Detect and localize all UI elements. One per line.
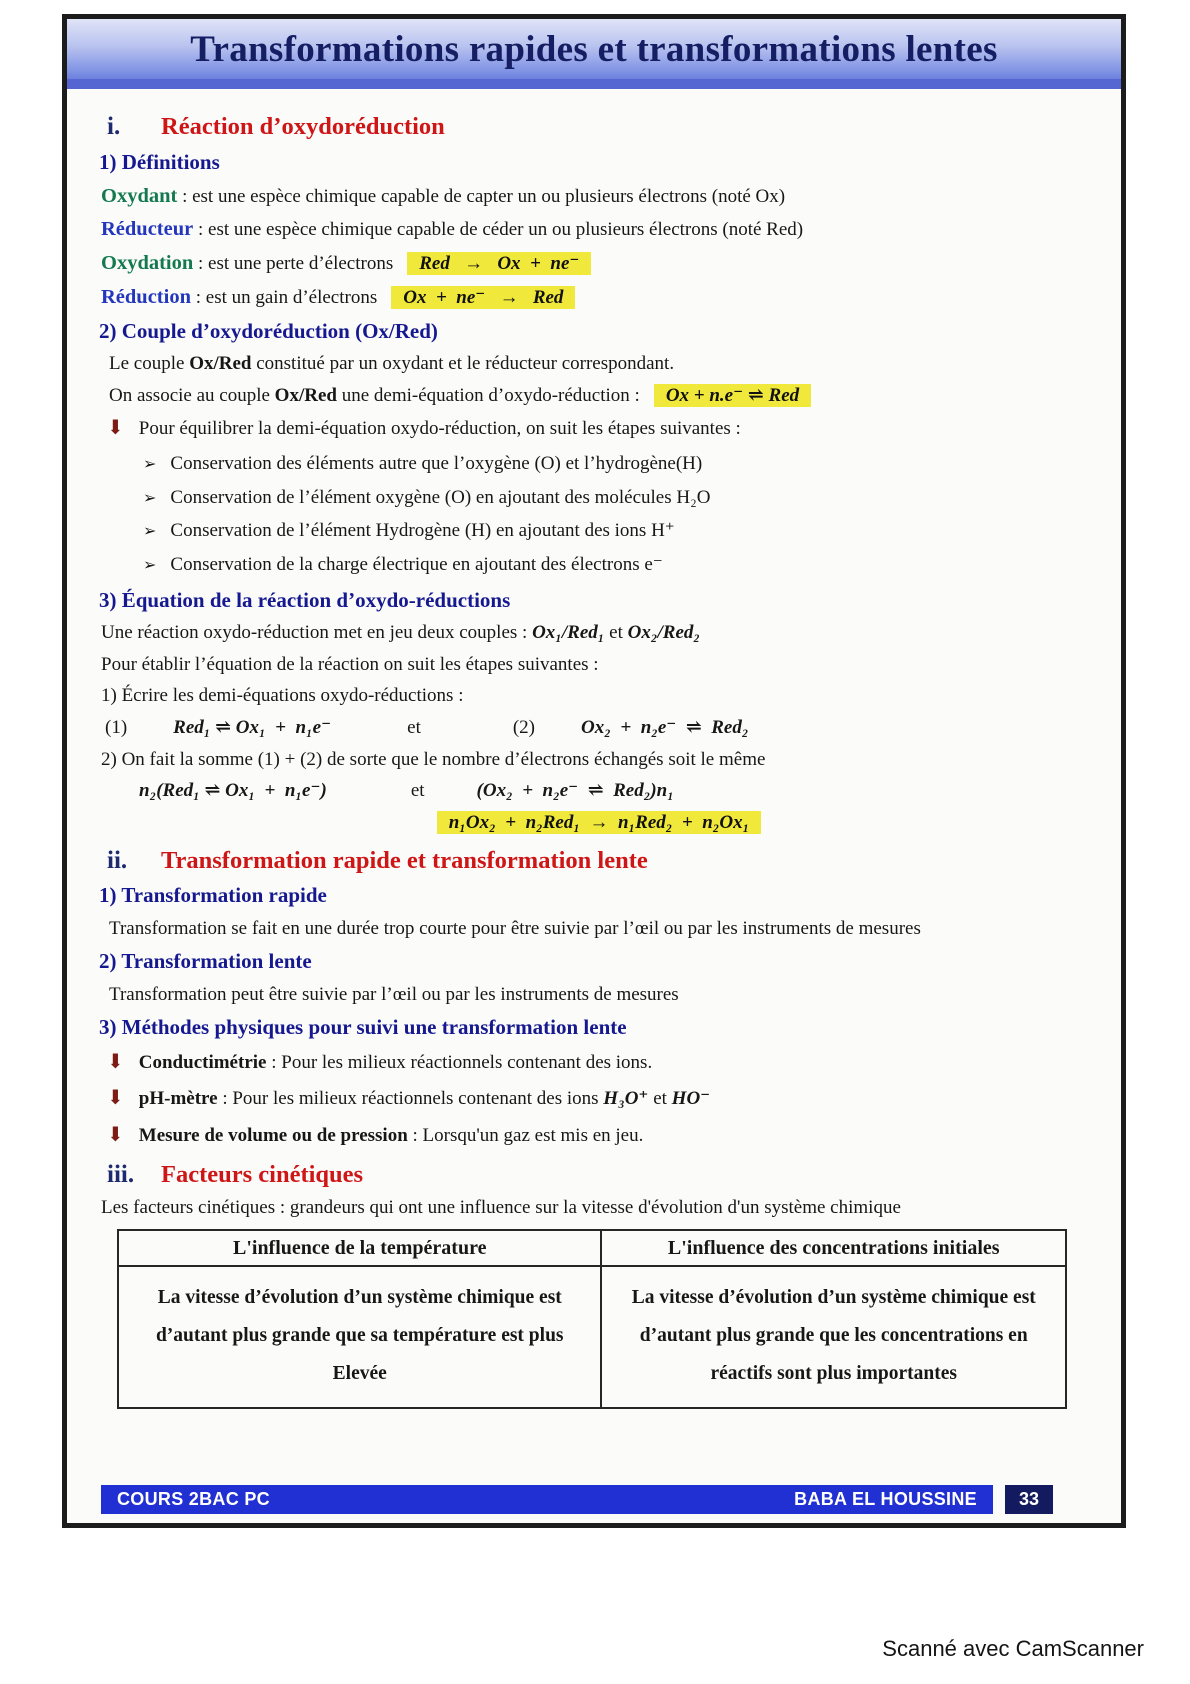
subheading-couple-oxred: 2) Couple d’oxydoréduction (Ox/Red) [99,318,438,343]
chevron-bullet-icon: ➢ [143,556,157,574]
ph-metre-et: et [648,1088,672,1110]
half-equation-1: Red₁ ⇌ Ox₁ + n₁e⁻ [173,717,332,739]
step-item-4 [143,553,1087,578]
paragraph-transformation-lente: Transformation peut être suivie par l’œil ou par les instruments de mesures [109,983,679,1005]
multiplied-equations-row [105,779,1087,804]
section-heading-iii [107,1159,1087,1192]
paragraph-etablir: Pour établir l’équation de la réaction on suit les étapes suivantes : [101,653,599,675]
general-half-equation: Ox + n.e⁻ ⇌ Red [654,384,811,407]
equation-2-label: (2) [512,717,536,739]
subheading-definitions: 1) Définitions [99,149,220,174]
page-number: 33 [1018,1489,1039,1509]
step-item-3-text: Conservation de l’élément Hydrogène (H) en ajoutant des ions H⁺ [170,520,675,542]
section-number-ii: ii. [107,846,128,874]
subheading-transformation-lente: 2) Transformation lente [99,949,312,974]
methode-ph-metre [107,1085,1087,1112]
equation-1-label: (1) [105,717,128,739]
half-equations-row [105,716,1087,741]
footer-author-label: BABA EL HOUSSINE [794,1489,977,1509]
reduction-half-equation: Ox + ne⁻ → Red [391,286,575,309]
down-arrow-bullet-icon: ⬇ [107,1123,124,1146]
paragraph-demi-equation-end: une demi-équation d’oxydo-réduction : [336,384,640,406]
step-item-1 [143,452,1087,477]
paragraph-deux-couples-et: et [604,621,628,643]
subheading-equation-redox: 3) Équation de la réaction d’oxydo-réductions [99,587,511,612]
methode-conductimetrie-text [139,1051,652,1076]
table-header-temperature: L'influence de la température [118,1230,601,1266]
section-heading-i [107,111,1087,144]
definition-reduction-text: : est un gain d’électrons [190,286,378,308]
step-item-1-text: Conservation des éléments autre que l’oxygène (O) et l’hydrogène(H) [170,452,703,474]
step-item-3 [143,519,1087,544]
step-item-2-text: Conservation de l’élément oxygène (O) en ajoutant des molécules H₂O [170,486,711,508]
oxydation-half-equation: Red → Ox + ne⁻ [407,252,591,275]
multiplied-equation-1: n₂(Red₁ ⇌ Ox₁ + n₁e⁻) [139,780,327,802]
equilibrer-note [107,415,1087,442]
paragraph-deux-couples [101,621,1087,646]
definition-reducteur-text: : est une espèce chimique capable de céder un ou plusieurs électrons (noté Red) [193,219,804,241]
step-item-2 [143,486,1087,511]
couple-1-notation: Ox₁/Red₁ [532,621,605,643]
paragraph-deux-couples-text: Une réaction oxydo-réduction met en jeu deux couples : [101,621,533,643]
term-conductimetrie: Conductimétrie [138,1051,267,1073]
table-header-concentrations: L'influence des concentrations initiales [601,1230,1066,1266]
chevron-bullet-icon: ➢ [143,523,157,541]
section-title-facteurs-cinetiques: Facteurs cinétiques [161,1160,364,1188]
section-title-transformations: Transformation rapide et transformation lente [161,846,648,874]
footer-bar [101,1485,993,1514]
table-body-row [118,1266,1066,1408]
definition-reduction [101,284,1087,311]
page-number-badge [1005,1485,1053,1514]
page-footer [101,1485,1053,1514]
definition-oxydation-text: : est une perte d’électrons [193,253,394,275]
term-oxydation: Oxydation [101,252,194,275]
equilibrer-note-text: Pour équilibrer la demi-équation oxydo-réduction, on suit les étapes suivantes : [138,418,741,440]
couple-2-notation: Ox₂/Red₂ [627,621,700,643]
section-title-oxydoreduction: Réaction d’oxydoréduction [161,113,445,140]
definition-oxydant-text: : est une espèce chimique capable de capter un ou plusieurs électrons (noté Ox) [177,185,786,207]
paragraph-facteurs-cinetiques: Les facteurs cinétiques : grandeurs qui ont une influence sur la vitesse d'évolution d'un système chimique [101,1197,901,1219]
term-reduction: Réduction [101,285,191,308]
paragraph-couple [109,352,1087,377]
subheading-methodes-physiques: 3) Méthodes physiques pour suivi une transformation lente [99,1015,627,1040]
paragraph-somme: 2) On fait la somme (1) + (2) de sorte que le nombre d’électrons échangés soit le même [101,748,766,770]
definition-oxydation [101,250,1087,277]
et-conjunction: et [407,717,421,739]
methode-volume-pression-text [139,1124,644,1149]
ph-metre-description: : Pour les milieux réactionnels contenant des ions [217,1088,604,1110]
section-heading-ii [107,845,1087,878]
definition-reducteur [101,216,1087,243]
paragraph-couple-start: Le couple [109,352,190,374]
methode-ph-metre-text [139,1087,710,1112]
term-oxydant: Oxydant [101,184,178,207]
paragraph-transformation-rapide: Transformation se fait en une durée trop courte pour être suivie par l’œil ou par les instruments de mesures [109,917,921,939]
term-mesure-volume-pression: Mesure de volume ou de pression [138,1124,408,1146]
subheading-transformation-rapide: 1) Transformation rapide [99,883,327,908]
step-item-4-text: Conservation de la charge électrique en ajoutant des électrons e⁻ [170,553,663,575]
final-equation-row [97,811,1087,836]
volume-pression-description: : Lorsqu'un gaz est mis en jeu. [407,1124,644,1146]
document-content [67,89,1121,1409]
couple-oxred-notation: Ox/Red [189,352,252,374]
table-cell-temperature: La vitesse d’évolution d’un système chimique est d’autant plus grande que sa température est plus Elevée [118,1266,601,1408]
down-arrow-bullet-icon: ⬇ [107,417,124,440]
footer-course-label: COURS 2BAC PC [117,1489,270,1509]
chevron-bullet-icon: ➢ [143,455,157,473]
kinetic-factors-table [117,1229,1067,1409]
final-redox-equation: n₁Ox₂ + n₂Red₁ → n₁Red₂ + n₂Ox₁ [437,811,762,834]
conductimetrie-description: : Pour les milieux réactionnels contenant des ions. [266,1051,653,1073]
term-reducteur: Réducteur [101,218,194,241]
chevron-bullet-icon: ➢ [143,489,157,507]
down-arrow-bullet-icon: ⬇ [107,1050,124,1073]
table-cell-concentrations: La vitesse d’évolution d’un système chimique est d’autant plus grande que les concentrations en réactifs sont plus importantes [601,1266,1066,1408]
definition-oxydant [101,183,1087,210]
methode-conductimetrie [107,1049,1087,1076]
ion-h3o-notation: H₃O⁺ [603,1088,649,1110]
section-number-i: i. [107,113,121,140]
term-ph-metre: pH-mètre [138,1088,218,1110]
down-arrow-bullet-icon: ⬇ [107,1087,124,1110]
camscanner-watermark: Scanné avec CamScanner [882,1636,1144,1661]
half-equation-2: Ox₂ + n₂e⁻ ⇌ Red₂ [581,717,749,739]
ion-ho-notation: HO⁻ [671,1088,711,1110]
multiplied-equation-2: (Ox₂ + n₂e⁻ ⇌ Red₂)n₁ [476,780,674,802]
et-conjunction-2: et [410,780,425,802]
page-title: Transformations rapides et transformations lentes [190,28,998,70]
table-header-row [118,1230,1066,1266]
couple-oxred-notation-2: Ox/Red [274,384,337,406]
paragraph-demi-equation [109,384,1087,409]
paragraph-couple-end: constitué par un oxydant et le réducteur correspondant. [251,352,675,374]
methode-volume-pression [107,1122,1087,1149]
paragraph-demi-equation-start: On associe au couple [109,384,275,406]
document-frame [62,14,1126,1528]
section-number-iii: iii. [107,1160,135,1188]
paragraph-ecrire-demi-equations: 1) Écrire les demi-équations oxydo-réductions : [101,685,464,707]
title-banner [67,19,1121,89]
